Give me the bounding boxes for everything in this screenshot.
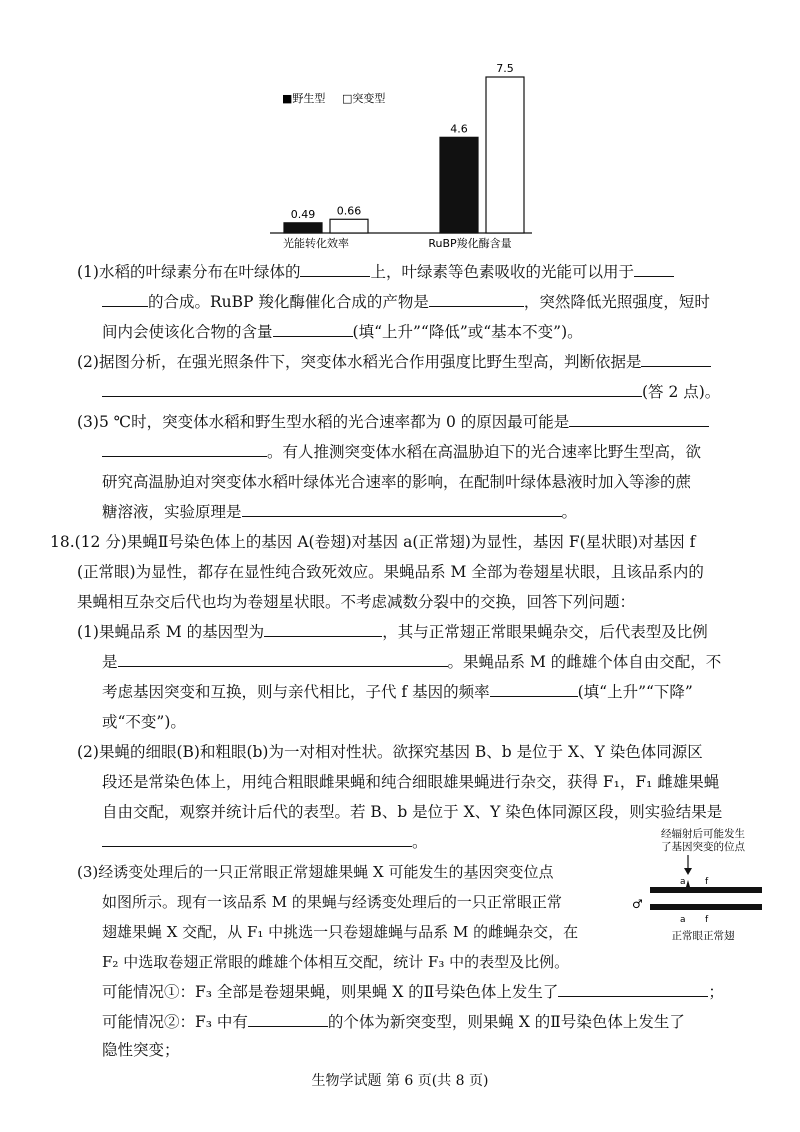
bar-突变型-1 [486,77,524,233]
chromosome-upper [650,887,762,893]
q17-p3-line1: (3)5 ℃时，突变体水稻和野生型水稻的光合速率都为 0 的原因最可能是 [77,412,709,432]
q17-p1-line1: (1)水稻的叶绿素分布在叶绿体的 上，叶绿素等色素吸收的光能可以用于 [77,262,674,282]
bar-野生型-1 [440,137,478,233]
q17-p3-line4: 糖溶液，实验原理是 。 [102,503,578,521]
category-label-1: RuBP羧化酶含量 [428,237,512,250]
q18-stem-line3: 果蝇相互杂交后代也均为卷翅星状眼。不考虑减数分裂中的交换，回答下列问题： [77,593,636,611]
data-label-2: 4.6 [450,122,468,136]
q18-p1-line1: (1)果蝇品系 M 的基因型为 ，其与正常翅正常眼果蝇杂交，后代表型及比例 [77,623,708,641]
diagram-caption-1: 经辐射后可能发生 [661,828,745,840]
data-label-1: 0.66 [336,204,362,218]
legend-wild: ■野生型 [282,92,326,105]
mutation-marker [686,880,690,887]
q18-case2: 可能情况②：F₃ 中有 的个体为新突变型，则果蝇 X 的Ⅱ号染色体上发生了 [102,1013,685,1031]
q17-p1-line3: 间内会使该化合物的含量 (填“上升”“降低”或“基本不变”)。 [102,323,583,341]
lower-f-label: f [705,915,709,925]
q18-p1-line3: 考虑基因突变和互换，则与亲代相比，子代 f 基因的频率 (填“上升”“下降” [102,683,693,701]
data-label-0: 0.49 [290,207,316,221]
chromosome-diagram [628,825,778,945]
q18-p3-line2: 如图所示。现有一该品系 M 的果蝇与经诱变处理后的一只正常眼正常 [102,893,562,911]
q18-p1-line2: 是 。果蝇品系 M 的雌雄个体自由交配，不 [102,653,722,671]
q18-case2-cont: 隐性突变； [102,1041,180,1059]
q18-p2-line3: 自由交配，观察并统计后代的表型。若 B、b 是位于 X、Y 染色体同源区段，则实验结果是 [102,803,723,821]
q18-p2-line1: (2)果蝇的细眼(B)和粗眼(b)为一对相对性状。欲探究基因 B、b 是位于 X、Y 染色体同源区 [77,743,703,761]
chart-legend [282,91,385,105]
diagram-label: 正常眼正常翅 [671,930,735,942]
q18-stem-line2: (正常眼)为显性，都存在显性纯合致死效应。果蝇品系 M 全部为卷翅星状眼，且该品系内的 [77,563,704,581]
upper-a-label: a [680,877,686,887]
chromosome-lower [650,904,762,910]
legend-mutant: □突变型 [342,92,386,105]
q17-p3-line2: 。有人推测突变体水稻在高温胁迫下的光合速率比野生型高，欲 [102,442,701,462]
upper-f-label: f [705,877,709,887]
data-label-3: 7.5 [496,62,514,75]
lower-a-label: a [680,915,686,925]
q18-p3-line4: F₂ 中选取卷翅正常眼的雌雄个体相互交配，统计 F₃ 中的表型及比例。 [102,953,570,971]
arrow-head [684,868,692,875]
diagram-caption-2: 了基因突变的位点 [661,841,745,853]
q18-case1: 可能情况①：F₃ 全部是卷翅果蝇，则果蝇 X 的Ⅱ号染色体上发生了 ； [102,983,724,1001]
page-footer: 生物学试题 第 6 页(共 8 页) [311,1073,489,1089]
q17-p2-line2: (答 2 点)。 [102,382,720,402]
q18-stem-line1: 18.(12 分)果蝇Ⅱ号染色体上的基因 A(卷翅)对基因 a(正常翅)为显性，基因 F(星状眼)对基因 f [50,533,696,551]
q18-p3-line1: (3)经诱变处理后的一只正常眼正常翅雄果蝇 X 可能发生的基因突变位点 [77,863,554,881]
q18-p1-line4: 或“不变”)。 [102,713,186,731]
male-symbol: ♂ [632,897,643,911]
q18-p3-line3: 翅雄果蝇 X 交配，从 F₁ 中挑选一只卷翅雄蝇与品系 M 的雌蝇杂交，在 [102,923,579,941]
q17-p1-line2: 的合成。RuBP 羧化酶催化合成的产物是 ，突然降低光照强度，短时 [102,292,710,312]
q17-p2-line1: (2)据图分析，在强光照条件下，突变体水稻光合作用强度比野生型高，判断依据是 [77,352,711,372]
bar-野生型-0 [284,223,322,233]
bar-突变型-0 [330,219,368,233]
q17-p3-line3: 研究高温胁迫对突变体水稻叶绿体光合速率的影响，在配制叶绿体悬液时加入等渗的蔗 [102,473,692,491]
bar-chart [270,55,560,260]
q18-p2-line4: 。 [102,832,428,852]
category-label-0: 光能转化效率 [283,237,349,250]
q18-p2-line2: 段还是常染色体上，用纯合粗眼雌果蝇和纯合细眼雄果蝇进行杂交，获得 F₁，F₁ 雌雄果蝇 [102,773,720,791]
